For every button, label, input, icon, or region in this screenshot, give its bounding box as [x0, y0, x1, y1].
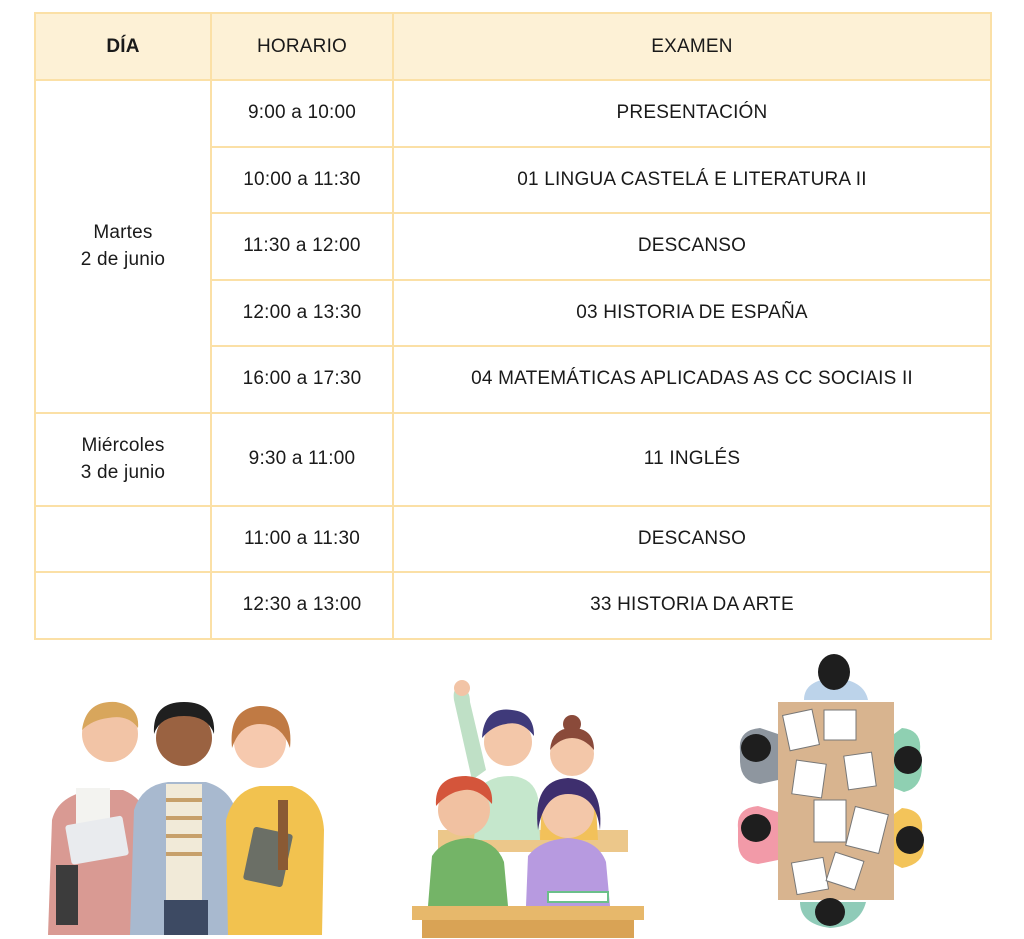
exam-cell: 11 INGLÉS: [393, 413, 991, 506]
time-cell: 12:30 a 13:00: [211, 572, 393, 639]
time-cell: 10:00 a 11:30: [211, 147, 393, 214]
time-cell: 9:30 a 11:00: [211, 413, 393, 506]
day-cell-martes: [35, 80, 211, 413]
table-row: [35, 413, 991, 506]
day-date: 2 de junio: [80, 249, 166, 271]
time-cell: 9:00 a 10:00: [211, 80, 393, 147]
time-cell: 12:00 a 13:30: [211, 280, 393, 347]
classroom-students-icon: [408, 680, 648, 938]
header-exam: EXAMEN: [393, 13, 991, 80]
table-row: [35, 506, 991, 573]
exam-cell: 33 HISTORIA DA ARTE: [393, 572, 991, 639]
table-row: [35, 572, 991, 639]
day-cell-empty: [35, 506, 211, 573]
day-cell-empty: [35, 572, 211, 639]
day-cell-miercoles: [35, 413, 211, 506]
header-time: HORARIO: [211, 13, 393, 80]
day-name: Miércoles: [81, 435, 165, 456]
table-header-row: [35, 13, 991, 80]
time-cell: 11:30 a 12:00: [211, 213, 393, 280]
time-cell: 16:00 a 17:30: [211, 346, 393, 413]
exam-cell: DESCANSO: [393, 506, 991, 573]
exam-schedule-table: [34, 12, 992, 640]
header-day: DÍA: [35, 13, 211, 80]
exam-cell: PRESENTACIÓN: [393, 80, 991, 147]
time-cell: 11:00 a 11:30: [211, 506, 393, 573]
exam-cell: 03 HISTORIA DE ESPAÑA: [393, 280, 991, 347]
day-date: 3 de junio: [80, 462, 166, 483]
exam-cell: 01 LINGUA CASTELÁ E LITERATURA II: [393, 147, 991, 214]
day-name: Martes: [93, 222, 153, 244]
table-row: [35, 80, 991, 147]
study-table-topview-icon: [730, 650, 930, 935]
students-group-icon: [38, 690, 328, 935]
exam-cell: DESCANSO: [393, 213, 991, 280]
exam-cell: 04 MATEMÁTICAS APLICADAS AS CC SOCIAIS II: [393, 346, 991, 413]
